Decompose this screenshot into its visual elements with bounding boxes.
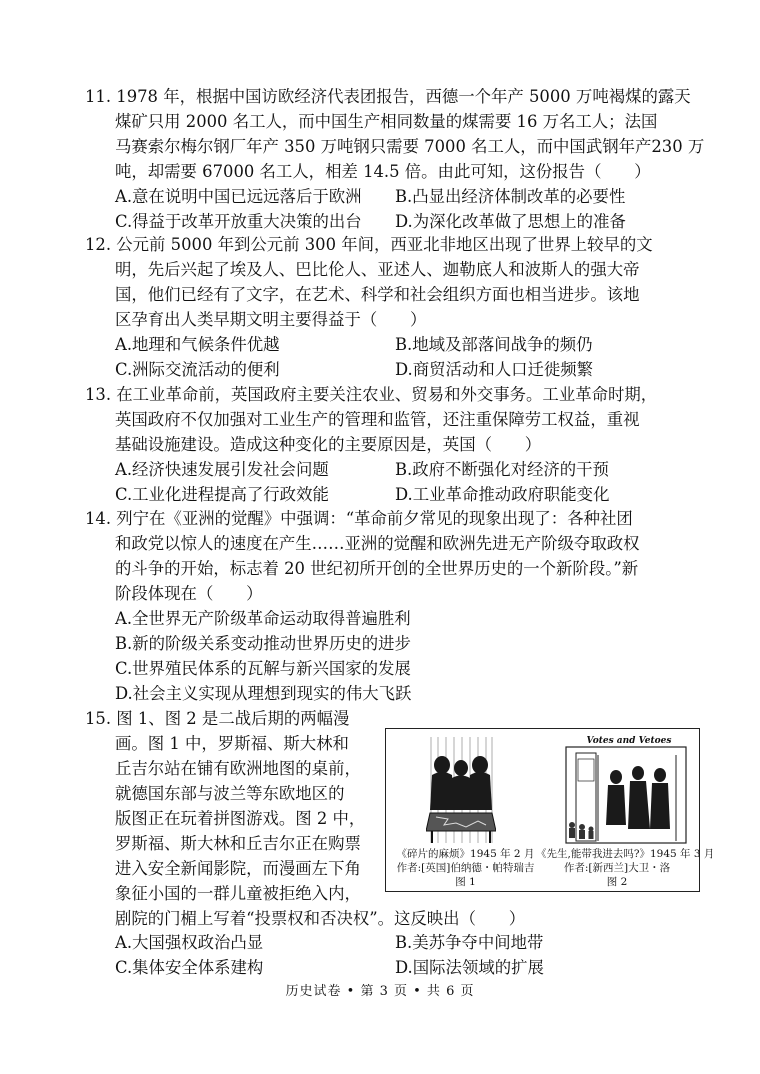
- q15-line: 画。图 1 中，罗斯福、斯大林和: [115, 734, 349, 753]
- q12-line: 区孕育出人类早期文明主要得益于（ ）: [115, 310, 427, 329]
- figure-2-door-sign: Votes and Vetoes: [586, 736, 672, 746]
- q11-option-d[interactable]: D.为深化改革做了思想上的准备: [395, 212, 626, 231]
- q15-line: 版图正在玩着拼图游戏。图 2 中，: [115, 809, 366, 828]
- q15-option-b[interactable]: B.美苏争夺中间地带: [395, 933, 544, 952]
- q14-line: 的斗争的开始，标志着 20 世纪初所开创的全世界历史的一个新阶段。”新: [115, 559, 639, 578]
- q13-option-d[interactable]: D.工业革命推动政府职能变化: [395, 485, 610, 504]
- q11-option-a[interactable]: A.意在说明中国已远远落后于欧洲: [115, 187, 362, 206]
- q15-line: 进入安全新闻影院，而漫画左下角: [115, 859, 361, 878]
- figure-2-caption: 《先生,能带我进去吗?》1945 年 3 月: [536, 848, 715, 860]
- q14-option-c[interactable]: C.世界殖民体系的瓦解与新兴国家的发展: [115, 659, 411, 678]
- q11-line: 煤矿只用 2000 名工人，而中国生产相同数量的煤需要 16 万名工人；法国: [115, 112, 658, 131]
- figure-1-caption: 《碎片的麻烦》1945 年 2 月: [396, 848, 535, 860]
- q14-line: 和政党以惊人的速度在产生……亚洲的觉醒和欧洲先进无产阶级夺取政权: [115, 534, 640, 553]
- figure-2-author: 作者:[新西兰]大卫・洛: [563, 862, 671, 874]
- figure-1-cartoon: [426, 735, 496, 845]
- q11-line: 11. 1978 年，根据中国访欧经济代表团报告，西德一个年产 5000 万吨褐煤的露天: [85, 87, 691, 106]
- cartoon-figures: [385, 728, 715, 892]
- figure-1-label: 图 1: [455, 876, 476, 888]
- q15-option-a[interactable]: A.大国强权政治凸显: [115, 933, 264, 952]
- figure-2-label: 图 2: [606, 876, 628, 888]
- q11-option-b[interactable]: B.凸显出经济体制改革的必要性: [395, 187, 626, 206]
- q12-option-a[interactable]: A.地理和气候条件优越: [115, 335, 280, 354]
- q12-line: 12. 公元前 5000 年到公元前 300 年间，西亚北非地区出现了世界上较早的文: [85, 235, 653, 254]
- q14-option-b[interactable]: B.新的阶级关系变动推动世界历史的进步: [115, 634, 411, 653]
- q13-option-c[interactable]: C.工业化进程提高了行政效能: [115, 485, 329, 504]
- q14-option-a[interactable]: A.全世界无产阶级革命运动取得普遍胜利: [115, 609, 411, 628]
- q12-line: 明，先后兴起了埃及人、巴比伦人、亚述人、迦勒底人和波斯人的强大帝: [115, 260, 640, 279]
- q13-line: 13. 在工业革命前，英国政府主要关注农业、贸易和外交事务。工业革命时期，: [85, 385, 658, 404]
- q11-line: 吨，却需要 67000 名工人，相差 14.5 倍。由此可知，这份报告（ ）: [115, 162, 651, 181]
- q13-option-a[interactable]: A.经济快速发展引发社会问题: [115, 460, 329, 479]
- q14-line: 阶段体现在（ ）: [115, 584, 263, 603]
- q12-option-b[interactable]: B.地域及部落间战争的频仍: [395, 335, 593, 354]
- q15-line: 象征小国的一群儿童被拒绝入内，: [115, 884, 361, 903]
- q13-line: 英国政府不仅加强对工业生产的管理和监管，还注重保障劳工权益，重视: [115, 410, 640, 429]
- page-footer: 历史试卷 • 第 3 页 • 共 6 页: [285, 984, 475, 999]
- q15-option-c[interactable]: C.集体安全体系建构: [115, 958, 264, 977]
- q15-line: 就德国东部与波兰等东欧地区的: [115, 784, 345, 803]
- q15-option-d[interactable]: D.国际法领域的扩展: [395, 958, 544, 977]
- q13-line: 基础设施建设。造成这种变化的主要原因是，英国（ ）: [115, 435, 542, 454]
- q11-option-c[interactable]: C.得益于改革开放重大决策的出台: [115, 212, 362, 231]
- q15-line: 剧院的门楣上写着“投票权和否决权”。这反映出（ ）: [115, 909, 526, 928]
- q12-line: 国，他们已经有了文字，在艺术、科学和社会组织方面也相当进步。该地: [115, 285, 640, 304]
- q14-option-d[interactable]: D.社会主义实现从理想到现实的伟大飞跃: [115, 684, 412, 703]
- figure-1-author: 作者:[英国]伯纳德・帕特瑞吉: [396, 862, 535, 874]
- figure-2-cartoon: [558, 733, 694, 845]
- q15-line: 罗斯福、斯大林和丘吉尔正在购票: [115, 834, 361, 853]
- q11-line: 马赛索尔梅尔钢厂年产 350 万吨钢只需要 7000 名工人，而中国武钢年产230 万: [115, 137, 705, 156]
- q14-line: 14. 列宁在《亚洲的觉醒》中强调：“革命前夕常见的现象出现了：各种社团: [85, 509, 633, 528]
- q13-option-b[interactable]: B.政府不断强化对经济的干预: [395, 460, 609, 479]
- q12-option-d[interactable]: D.商贸活动和人口迁徙频繁: [395, 360, 594, 379]
- q15-line: 15. 图 1、图 2 是二战后期的两幅漫: [85, 709, 350, 728]
- q15-line: 丘吉尔站在铺有欧洲地图的桌前，: [115, 759, 361, 778]
- q12-option-c[interactable]: C.洲际交流活动的便利: [115, 360, 280, 379]
